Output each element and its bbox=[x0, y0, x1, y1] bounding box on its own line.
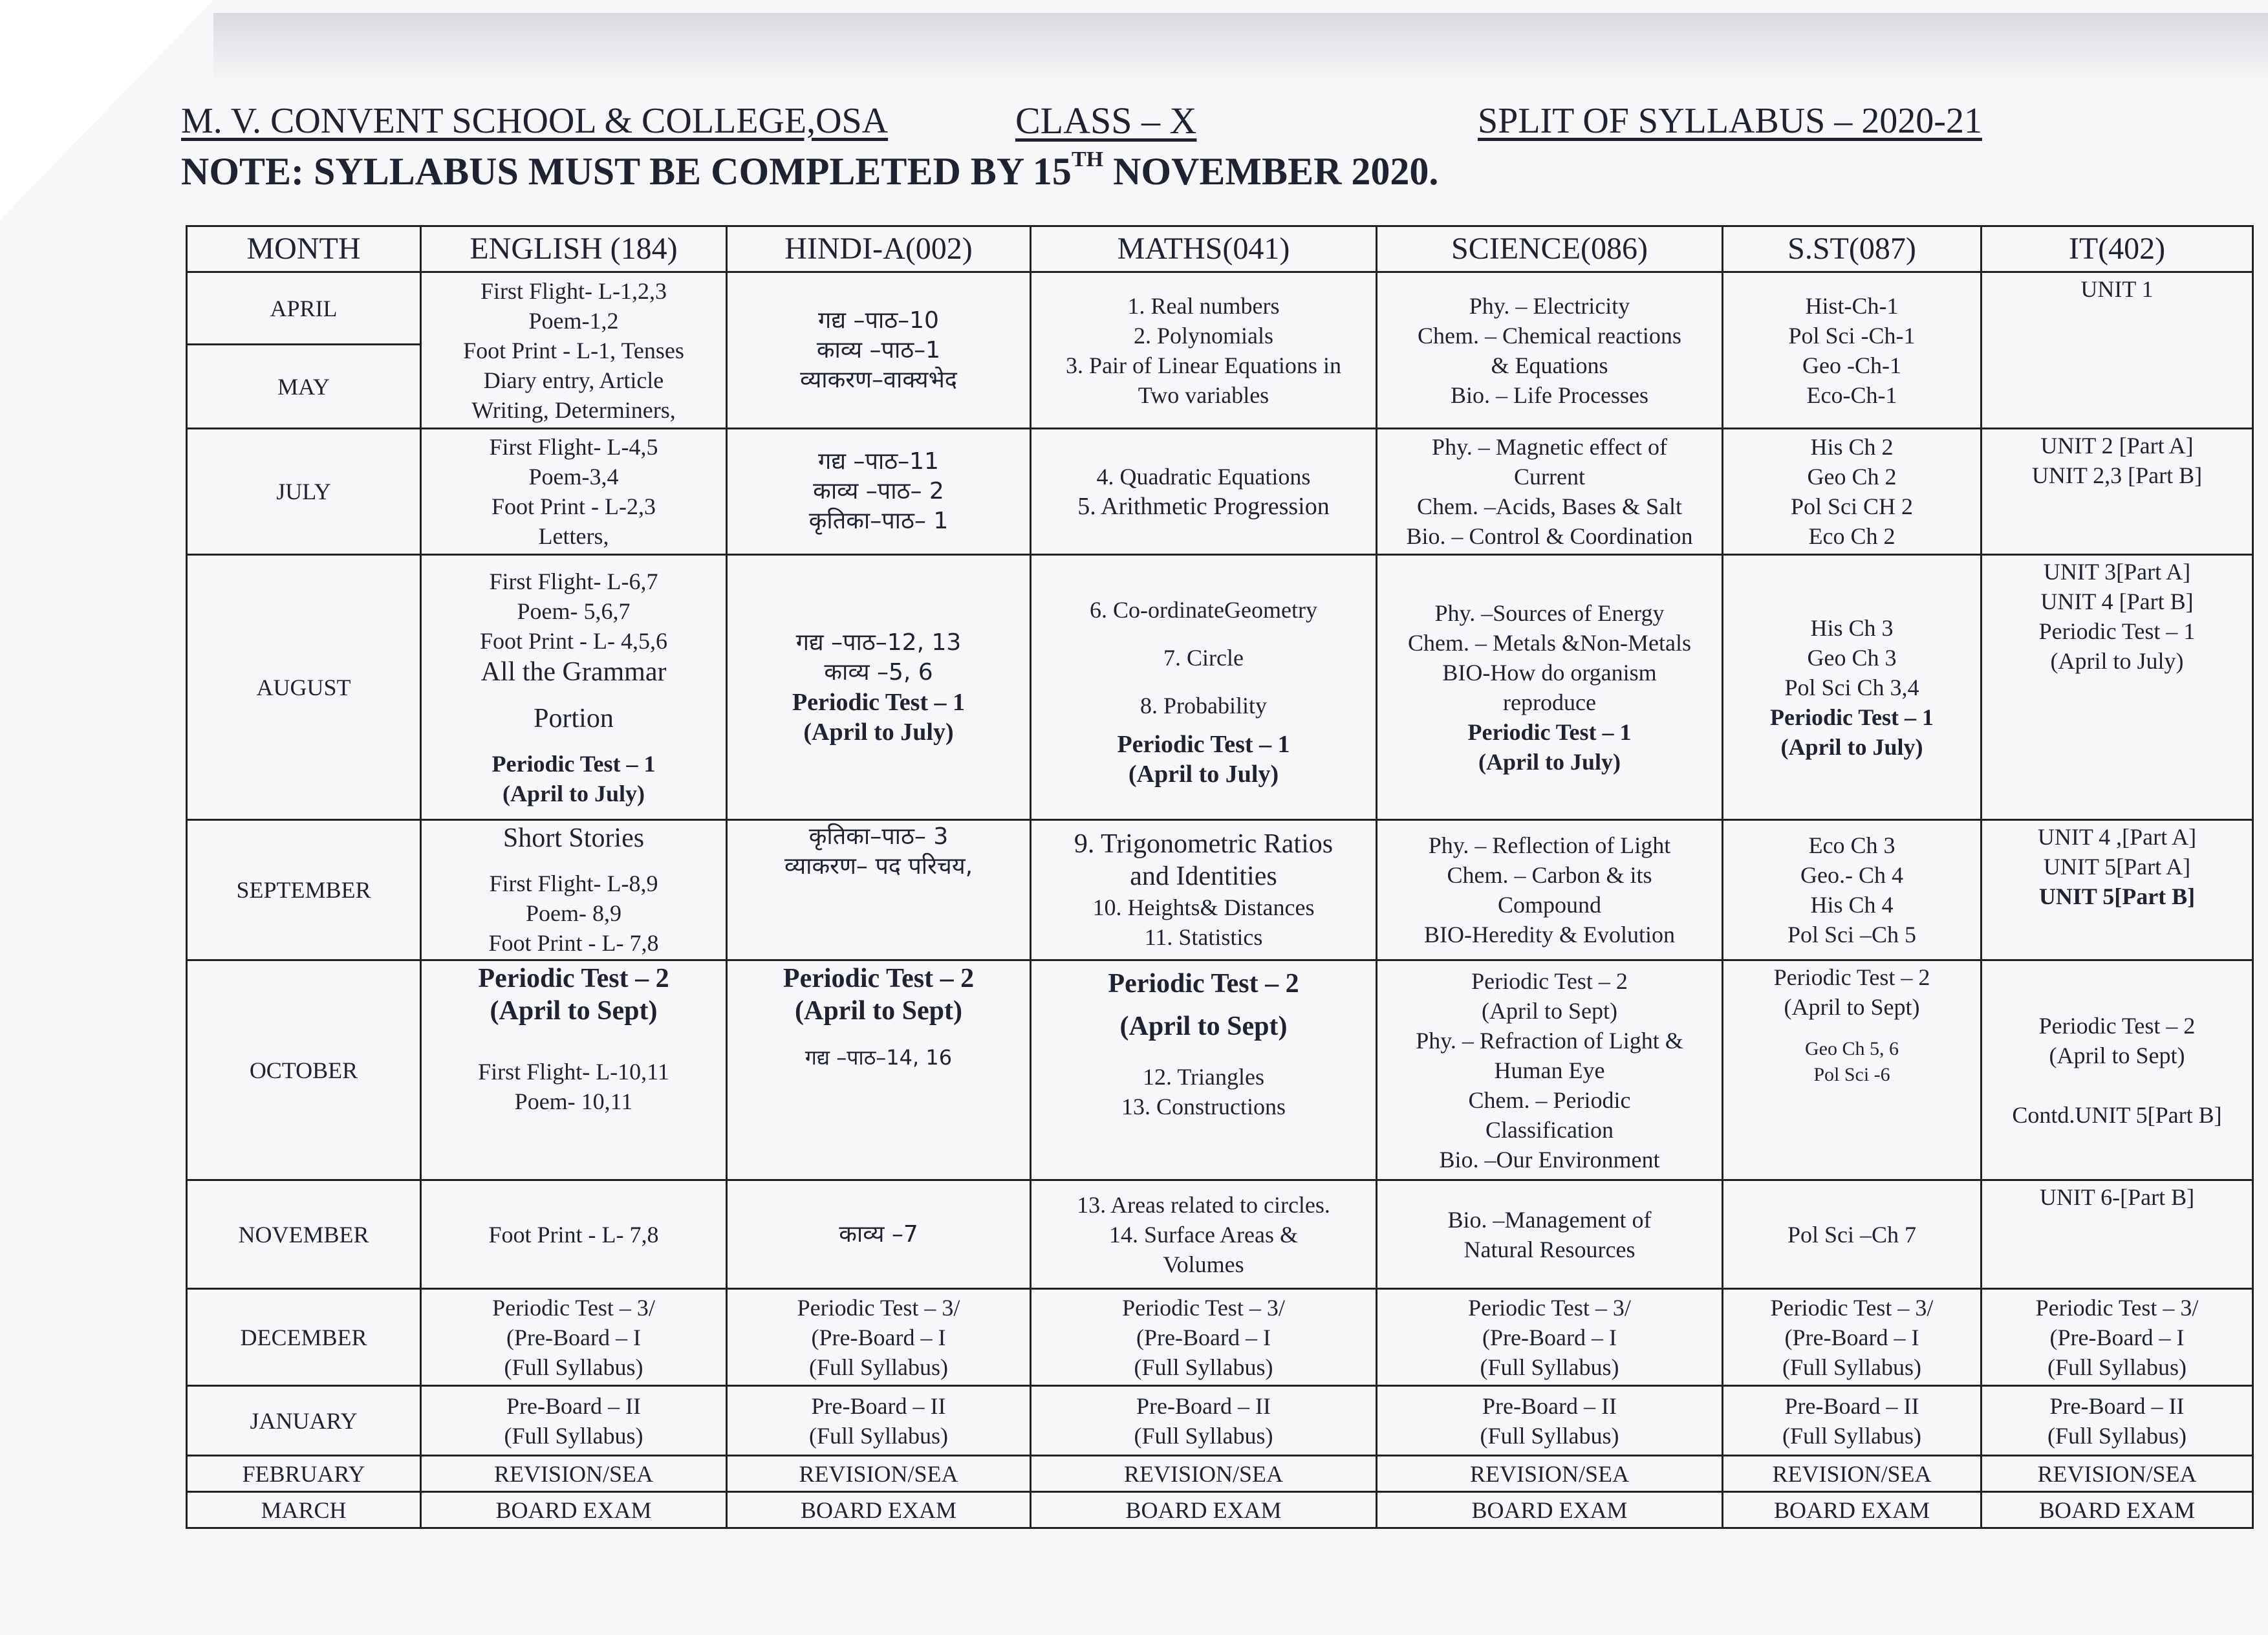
table-header-row bbox=[187, 226, 2253, 272]
split-title: SPLIT OF SYLLABUS – 2020-21 bbox=[1478, 101, 1982, 141]
table-row-april bbox=[187, 272, 2253, 345]
cell-maths-march: BOARD EXAM bbox=[1031, 1492, 1377, 1528]
month-december: DECEMBER bbox=[187, 1289, 421, 1386]
cell-it-january: Pre-Board – II (Full Syllabus) bbox=[1982, 1386, 2253, 1456]
month-february: FEBRUARY bbox=[187, 1456, 421, 1492]
cell-hindi-october: Periodic Test – 2 (April to Sept) गद्य –पाठ–14, 16 bbox=[727, 960, 1031, 1180]
col-header-maths: MATHS(041) bbox=[1031, 226, 1377, 272]
col-header-hindi: HINDI-A(002) bbox=[727, 226, 1031, 272]
table-row-december bbox=[187, 1289, 2253, 1386]
cell-english-december: Periodic Test – 3/ (Pre-Board – I (Full Syllabus) bbox=[421, 1289, 727, 1386]
cell-it-november: UNIT 6-[Part B] bbox=[1982, 1180, 2253, 1289]
col-header-month: MONTH bbox=[187, 226, 421, 272]
col-header-science: SCIENCE(086) bbox=[1377, 226, 1723, 272]
table-row-october bbox=[187, 960, 2253, 1180]
cell-science-january: Pre-Board – II (Full Syllabus) bbox=[1377, 1386, 1723, 1456]
month-october: OCTOBER bbox=[187, 960, 421, 1180]
month-march: MARCH bbox=[187, 1492, 421, 1528]
cell-hindi-march: BOARD EXAM bbox=[727, 1492, 1031, 1528]
month-november: NOVEMBER bbox=[187, 1180, 421, 1289]
cell-science-october: Periodic Test – 2 (April to Sept) Phy. – Refraction of Light & Human Eye Chem. – Periodic Classification Bio. –Our Environment bbox=[1377, 960, 1723, 1180]
cell-english-september: Short Stories First Flight- L-8,9 Poem- 8,9 Foot Print - L- 7,8 bbox=[421, 820, 727, 960]
cell-english-january: Pre-Board – II (Full Syllabus) bbox=[421, 1386, 727, 1456]
cell-english-october: Periodic Test – 2 (April to Sept) First Flight- L-10,11 Poem- 10,11 bbox=[421, 960, 727, 1180]
month-august: AUGUST bbox=[187, 555, 421, 820]
month-april: APRIL bbox=[187, 272, 421, 345]
cell-sst-september: Eco Ch 3 Geo.- Ch 4 His Ch 4 Pol Sci –Ch 5 bbox=[1723, 820, 1982, 960]
col-header-sst: S.ST(087) bbox=[1723, 226, 1982, 272]
cell-sst-december: Periodic Test – 3/ (Pre-Board – I (Full Syllabus) bbox=[1723, 1289, 1982, 1386]
cell-english-march: BOARD EXAM bbox=[421, 1492, 727, 1528]
month-may: MAY bbox=[187, 345, 421, 429]
cell-maths-december: Periodic Test – 3/ (Pre-Board – I (Full Syllabus) bbox=[1031, 1289, 1377, 1386]
cell-science-november: Bio. –Management of Natural Resources bbox=[1377, 1180, 1723, 1289]
cell-science-february: REVISION/SEA bbox=[1377, 1456, 1723, 1492]
cell-english-february: REVISION/SEA bbox=[421, 1456, 727, 1492]
cell-sst-august: His Ch 3 Geo Ch 3 Pol Sci Ch 3,4 Periodic Test – 1 (April to July) bbox=[1723, 555, 1982, 820]
table-row-february bbox=[187, 1456, 2253, 1492]
cell-english-july: First Flight- L-4,5 Poem-3,4 Foot Print - L-2,3 Letters, bbox=[421, 429, 727, 555]
table-row-november bbox=[187, 1180, 2253, 1289]
cell-sst-october: Periodic Test – 2 (April to Sept) Geo Ch 5, 6 Pol Sci -6 bbox=[1723, 960, 1982, 1180]
cell-hindi-july: गद्य –पाठ–11 काव्य –पाठ– 2 कृतिका–पाठ– 1 bbox=[727, 429, 1031, 555]
cell-maths-january: Pre-Board – II (Full Syllabus) bbox=[1031, 1386, 1377, 1456]
cell-hindi-august: गद्य –पाठ–12, 13 काव्य –5, 6 Periodic Test – 1 (April to July) bbox=[727, 555, 1031, 820]
cell-hindi-december: Periodic Test – 3/ (Pre-Board – I (Full Syllabus) bbox=[727, 1289, 1031, 1386]
syllabus-table bbox=[186, 225, 2254, 1529]
table-row-september bbox=[187, 820, 2253, 960]
table-row-august bbox=[187, 555, 2253, 820]
cell-science-july: Phy. – Magnetic effect of Current Chem. –Acids, Bases & Salt Bio. – Control & Coordination bbox=[1377, 429, 1723, 555]
scan-shadow bbox=[213, 13, 2268, 84]
cell-science-august: Phy. –Sources of Energy Chem. – Metals &Non-Metals BIO-How do organism reproduce Periodic Test – 1 (April to July) bbox=[1377, 555, 1723, 820]
cell-science-april-may: Phy. – Electricity Chem. – Chemical reactions & Equations Bio. – Life Processes bbox=[1377, 272, 1723, 429]
cell-sst-july: His Ch 2 Geo Ch 2 Pol Sci CH 2 Eco Ch 2 bbox=[1723, 429, 1982, 555]
cell-science-september: Phy. – Reflection of Light Chem. – Carbon & its Compound BIO-Heredity & Evolution bbox=[1377, 820, 1723, 960]
completion-note: NOTE: SYLLABUS MUST BE COMPLETED BY 15TH NOVEMBER 2020. bbox=[181, 147, 1439, 193]
cell-science-march: BOARD EXAM bbox=[1377, 1492, 1723, 1528]
col-header-it: IT(402) bbox=[1982, 226, 2253, 272]
cell-hindi-february: REVISION/SEA bbox=[727, 1456, 1031, 1492]
cell-english-april-may: First Flight- L-1,2,3 Poem-1,2 Foot Print - L-1, Tenses Diary entry, Article Writing, Determiners, bbox=[421, 272, 727, 429]
cell-sst-march: BOARD EXAM bbox=[1723, 1492, 1982, 1528]
cell-maths-september: 9. Trigonometric Ratios and Identities 10. Heights& Distances 11. Statistics bbox=[1031, 820, 1377, 960]
cell-it-december: Periodic Test – 3/ (Pre-Board – I (Full Syllabus) bbox=[1982, 1289, 2253, 1386]
cell-sst-april-may: Hist-Ch-1 Pol Sci -Ch-1 Geo -Ch-1 Eco-Ch-1 bbox=[1723, 272, 1982, 429]
cell-maths-july: 4. Quadratic Equations 5. Arithmetic Progression bbox=[1031, 429, 1377, 555]
cell-hindi-september: कृतिका–पाठ– 3 व्याकरण– पद परिचय, bbox=[727, 820, 1031, 960]
table-row-january bbox=[187, 1386, 2253, 1456]
cell-hindi-november: काव्य –7 bbox=[727, 1180, 1031, 1289]
cell-science-december: Periodic Test – 3/ (Pre-Board – I (Full Syllabus) bbox=[1377, 1289, 1723, 1386]
cell-sst-february: REVISION/SEA bbox=[1723, 1456, 1982, 1492]
cell-it-august: UNIT 3[Part A] UNIT 4 [Part B] Periodic Test – 1 (April to July) bbox=[1982, 555, 2253, 820]
cell-hindi-april-may: गद्य –पाठ–10 काव्य –पाठ–1 व्याकरण–वाक्यभेद bbox=[727, 272, 1031, 429]
cell-maths-august: 6. Co-ordinateGeometry 7. Circle 8. Probability Periodic Test – 1 (April to July) bbox=[1031, 555, 1377, 820]
cell-hindi-january: Pre-Board – II (Full Syllabus) bbox=[727, 1386, 1031, 1456]
month-september: SEPTEMBER bbox=[187, 820, 421, 960]
class-label: CLASS – X bbox=[1015, 100, 1197, 142]
cell-it-october: Periodic Test – 2 (April to Sept) Contd.UNIT 5[Part B] bbox=[1982, 960, 2253, 1180]
month-january: JANUARY bbox=[187, 1386, 421, 1456]
cell-it-april-may: UNIT 1 bbox=[1982, 272, 2253, 429]
table-row-july bbox=[187, 429, 2253, 555]
cell-it-september: UNIT 4 ,[Part A] UNIT 5[Part A] UNIT 5[Part B] bbox=[1982, 820, 2253, 960]
month-july: JULY bbox=[187, 429, 421, 555]
col-header-english: ENGLISH (184) bbox=[421, 226, 727, 272]
cell-english-november: Foot Print - L- 7,8 bbox=[421, 1180, 727, 1289]
cell-maths-april-may: 1. Real numbers 2. Polynomials 3. Pair of Linear Equations in Two variables bbox=[1031, 272, 1377, 429]
cell-maths-february: REVISION/SEA bbox=[1031, 1456, 1377, 1492]
cell-sst-january: Pre-Board – II (Full Syllabus) bbox=[1723, 1386, 1982, 1456]
school-name: M. V. CONVENT SCHOOL & COLLEGE,OSA bbox=[181, 101, 889, 141]
cell-it-march: BOARD EXAM bbox=[1982, 1492, 2253, 1528]
cell-it-february: REVISION/SEA bbox=[1982, 1456, 2253, 1492]
cell-it-july: UNIT 2 [Part A] UNIT 2,3 [Part B] bbox=[1982, 429, 2253, 555]
cell-english-august: First Flight- L-6,7 Poem- 5,6,7 Foot Print - L- 4,5,6 All the Grammar Portion Periodic Test – 1 (April to July) bbox=[421, 555, 727, 820]
cell-maths-october: Periodic Test – 2 (April to Sept) 12. Triangles 13. Constructions bbox=[1031, 960, 1377, 1180]
cell-sst-november: Pol Sci –Ch 7 bbox=[1723, 1180, 1982, 1289]
table-row-march bbox=[187, 1492, 2253, 1528]
cell-maths-november: 13. Areas related to circles. 14. Surface Areas & Volumes bbox=[1031, 1180, 1377, 1289]
